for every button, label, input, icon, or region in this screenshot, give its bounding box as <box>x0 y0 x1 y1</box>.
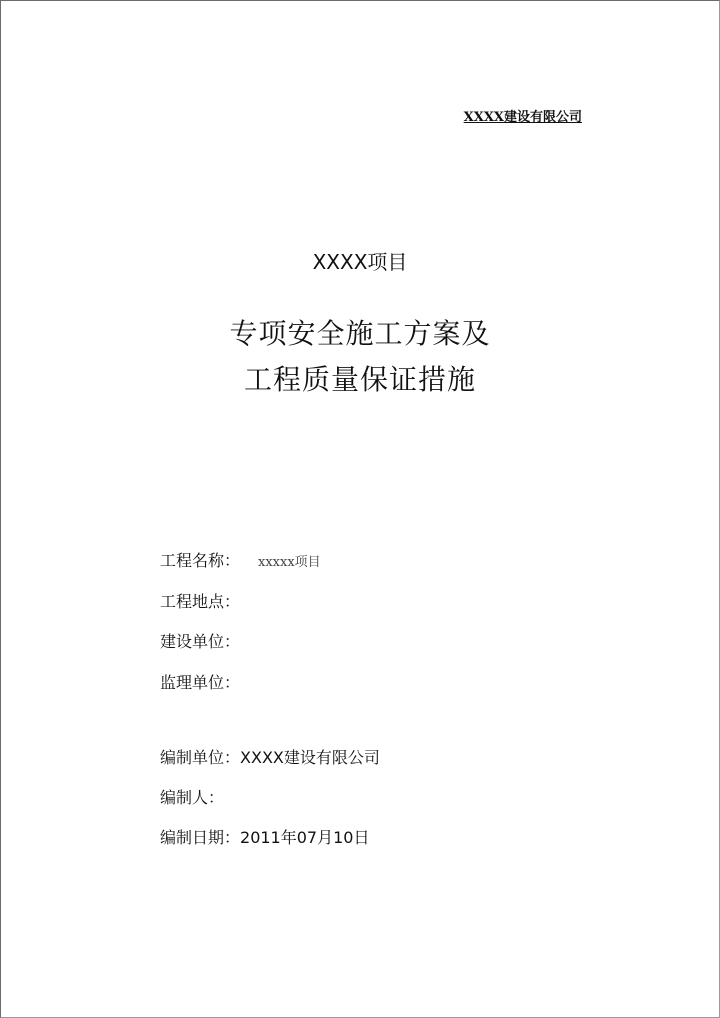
compile-date-label: 编制日期： <box>160 828 241 847</box>
project-location-label: 工程地点： <box>160 592 241 611</box>
main-title-line-1: 专项安全施工方案及 <box>229 317 491 350</box>
supervision-unit-row <box>160 672 240 694</box>
company-header: XXXX建设有限公司 <box>463 110 582 125</box>
compile-unit-value: XXXX建设有限公司 <box>240 748 380 767</box>
construction-unit-label: 建设单位： <box>160 632 241 651</box>
project-location-row <box>160 591 240 613</box>
compile-date-value: 2011年07月10日 <box>240 828 370 847</box>
compile-date-row <box>160 827 369 849</box>
compiler-label: 编制人： <box>160 788 225 807</box>
supervision-unit-label: 监理单位： <box>160 673 241 692</box>
main-title-line-2: 工程质量保证措施 <box>243 363 476 396</box>
compiler-row <box>160 787 224 809</box>
project-name-label: 工程名称： <box>160 551 241 570</box>
main-title <box>0 311 720 403</box>
project-title: XXXX项目 <box>312 250 408 274</box>
compile-unit-label: 编制单位： <box>160 748 241 767</box>
construction-unit-row <box>160 631 240 653</box>
project-name-value: xxxxx项目 <box>258 555 321 570</box>
compile-unit-row <box>160 747 380 769</box>
project-name-row <box>160 550 321 572</box>
